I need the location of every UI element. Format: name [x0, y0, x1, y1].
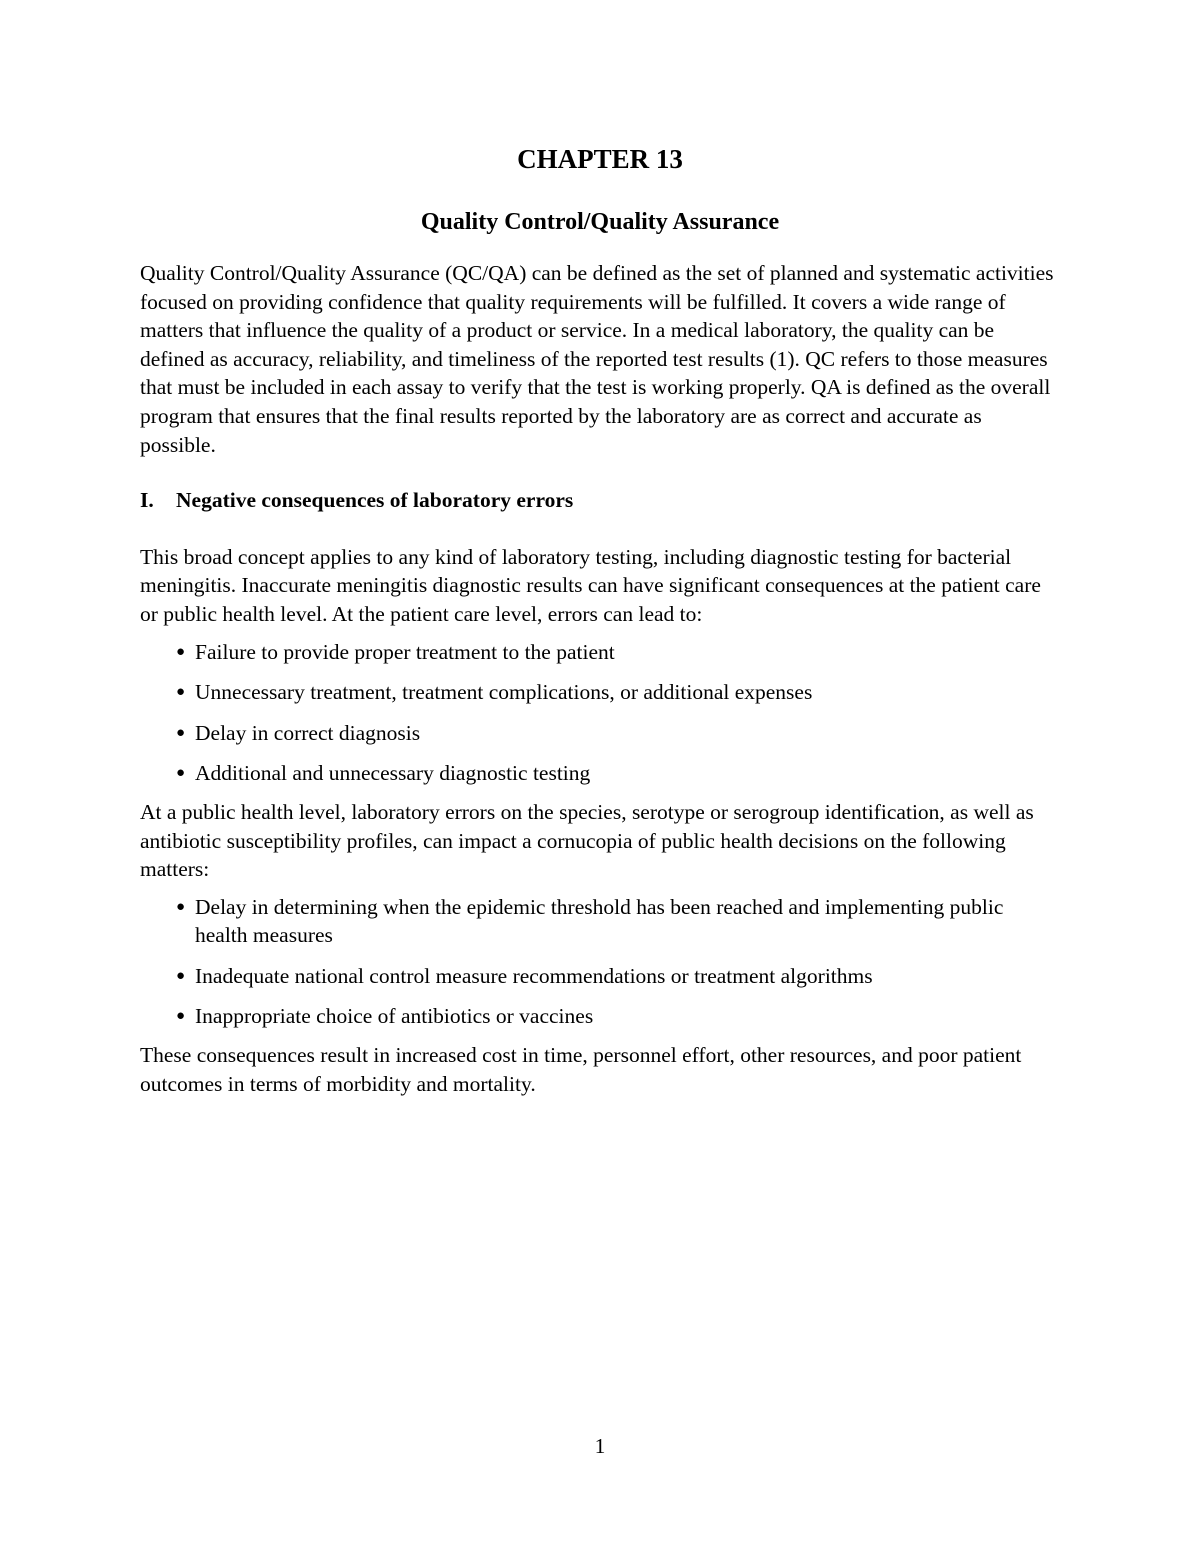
- section-title: Negative consequences of laboratory errors: [176, 488, 574, 513]
- chapter-title: CHAPTER 13: [517, 144, 683, 174]
- patient-care-errors-list: [140, 638, 1060, 788]
- list-item-text: Inappropriate choice of antibiotics or vaccines: [195, 1004, 594, 1029]
- bullet-icon: ●: [176, 765, 186, 782]
- list-item: [140, 759, 1060, 788]
- bullet-icon: ●: [176, 643, 186, 660]
- list-item: [140, 1002, 1060, 1031]
- list-item: [140, 719, 1060, 748]
- public-health-errors-list: [140, 893, 1060, 1031]
- chapter-subtitle: Quality Control/Quality Assurance: [420, 209, 780, 235]
- section-paragraph-3: These consequences result in increased cost in time, personnel effort, other resources, and poor patient outcomes in terms of morbidity and mortality.: [140, 1043, 1022, 1096]
- intro-paragraph: Quality Control/Quality Assurance (QC/QA) can be defined as the set of planned and systematic activities focused on providing confidence that quality requirements will be fulfilled. It covers a wide range of matters that influence the quality of a product or service. In a medical laboratory, the quality can be defined as accuracy, reliability, and timeliness of the reported test results (1). QC refers to those measures that must be included in each assay to verify that the test is working properly. QA is defined as the overall program that ensures that the final results reported by the laboratory are as correct and accurate as possible.: [140, 261, 1054, 457]
- list-item: [140, 638, 1060, 667]
- page-number: 1: [594, 1434, 606, 1458]
- section-paragraph-2: At a public health level, laboratory errors on the species, serotype or serogroup identification, as well as antibiotic susceptibility profiles, can impact a cornucopia of public health decisions on the following matters:: [140, 799, 1034, 882]
- bullet-icon: ●: [176, 898, 186, 915]
- list-item: [140, 962, 1060, 991]
- list-item-text: Additional and unnecessary diagnostic testing: [195, 761, 591, 786]
- page-content: [140, 140, 1060, 1098]
- list-item-text: Delay in determining when the epidemic threshold has been reached and implementing public health measures: [195, 894, 1004, 948]
- section-number: I.: [140, 488, 154, 513]
- list-item-text: Delay in correct diagnosis: [195, 720, 421, 745]
- section-paragraph-1: This broad concept applies to any kind of laboratory testing, including diagnostic testing for bacterial meningitis. Inaccurate meningitis diagnostic results can have significant consequences at the patient care or public health level. At the patient care level, errors can lead to:: [140, 544, 1041, 626]
- list-item-text: Inadequate national control measure recommendations or treatment algorithms: [195, 963, 873, 988]
- list-item-text: Unnecessary treatment, treatment complications, or additional expenses: [195, 680, 813, 705]
- bullet-icon: ●: [176, 1008, 186, 1025]
- bullet-icon: ●: [176, 684, 186, 701]
- bullet-icon: ●: [176, 724, 186, 741]
- section-heading: [140, 486, 1060, 515]
- list-item-text: Failure to provide proper treatment to the patient: [195, 639, 615, 664]
- bullet-icon: ●: [176, 967, 186, 984]
- list-item: [140, 893, 1060, 950]
- list-item: [140, 678, 1060, 707]
